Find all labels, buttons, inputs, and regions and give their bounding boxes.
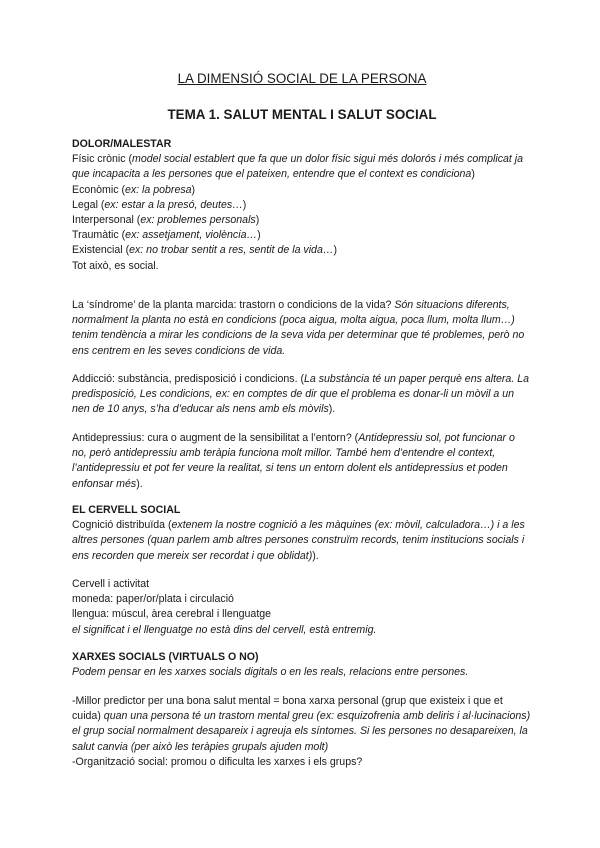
- item-label: Interpersonal (: [72, 214, 141, 227]
- paragraph-note: quan una persona té un trastorn mental greu (ex: esquizofrenia amb deliris i al·lucinacions) el grup social normalment desapareix i agreuja els síntomes. Si les persones no desapareixen, la salut canvia (per això les teràpies grupals ajuden molt): [72, 710, 531, 753]
- paragraph-text: -Millor predictor per una bona salut mental = bona xarxa personal (grup que existeix i que et cuida): [72, 695, 503, 723]
- section-heading: DOLOR/MALESTAR: [72, 138, 172, 150]
- paragraph-close: ).: [328, 403, 336, 416]
- item-label: Existencial (: [72, 244, 130, 257]
- paragraph-note: extenem la nostre cognició a les màquines (ex: mòvil, calculadora…) i a les altres persones (quan parlem amb altres persones construïm records, tenim institucions socials i ens recorden que mereix ser recordat i que oblidat): [72, 519, 525, 562]
- list-item: llengua: múscul, àrea cerebral i llenguatge: [72, 608, 272, 621]
- paragraph-note: Antidepressiu sol, pot funcionar o no, però antidepressiu amb teràpia funciona molt millor. També hem d’entendre el context, l’antidepressiu et pot fer veure la realitat, si tens un entorn dolent els antidepressius et poden enfonsar més: [72, 432, 515, 490]
- paragraph-text: Antidepressius: cura o augment de la sensibilitat a l’entorn? (: [72, 432, 359, 444]
- paragraph: [72, 665, 532, 680]
- section-heading: XARXES SOCIALS (VIRTUALS O NO): [72, 651, 259, 663]
- section-dolor-malestar: [72, 137, 532, 274]
- paragraph: [72, 694, 532, 755]
- item-label: Físic crònic (: [72, 153, 133, 166]
- list-item: [72, 623, 532, 638]
- list-item: [72, 183, 532, 198]
- item-label: Traumàtic (: [72, 229, 126, 242]
- paragraph-note: La substància té un paper perquè ens altera. La predisposició, Les condicions, ex: en comptes de dir que el problema es donar-li un mòvil a un nen de 10 anys, s’ha d’educar als nens amb els mòvils: [72, 373, 529, 416]
- item-note: ex: no trobar sentit a res, sentit de la vida…: [129, 244, 334, 257]
- paragraph-close: ).: [312, 549, 319, 562]
- item-label: Legal (: [72, 198, 105, 211]
- paragraph-planta: [72, 298, 532, 359]
- list-item: Cervell i activitat: [72, 578, 150, 590]
- list-item: [72, 228, 532, 243]
- paragraph-antidepressius: [72, 431, 532, 492]
- section-cervell-social: [72, 503, 532, 564]
- item-close: ): [191, 183, 196, 196]
- item-note: ex: estar a la presó, deutes…: [104, 198, 243, 211]
- paragraph: -Organització social: promou o dificulta les xarxes i els grups?: [72, 755, 363, 768]
- paragraph-note: Són situacions diferents, normalment la planta no està en condicions (poca aigua, molta aigua, poca llum, molta llum…) tenim tendència a mirar les condicions de la seva vida per determinar que té problemes, però no ens centrem en les seves condicions de vida.: [72, 299, 525, 357]
- section-xarxes-socials: [72, 650, 532, 680]
- list-item: [72, 243, 532, 258]
- item-close: ): [255, 214, 260, 227]
- list-item: [72, 213, 532, 228]
- item-note: ex: la pobresa: [124, 183, 192, 196]
- list-item: [72, 198, 532, 213]
- cervell-activitat-list: [72, 577, 532, 638]
- paragraph-note: Podem pensar en les xarxes socials digitals o en les reals, relacions entre persones.: [72, 666, 469, 679]
- item-close: ): [257, 229, 261, 242]
- section-heading: EL CERVELL SOCIAL: [72, 504, 181, 516]
- list-item-note: el significat i el llenguatge no està dins del cervell, està entremig.: [72, 623, 377, 636]
- item-note: model social establert que fa que un dolor físic sigui més dolorós i més complicat ja que incapacita a les persones que el pateixen, entendre que el context es condiciona: [72, 153, 524, 181]
- paragraph: Tot això, es social.: [72, 259, 159, 272]
- document-subtitle: TEMA 1. SALUT MENTAL I SALUT SOCIAL: [167, 107, 437, 122]
- item-close: ): [471, 168, 475, 181]
- list-item: moneda: paper/or/plata i circulació: [72, 593, 234, 606]
- list-item: [72, 152, 532, 182]
- paragraph-text: Cognició distribuïda (: [72, 519, 172, 532]
- document-title: LA DIMENSIÓ SOCIAL DE LA PERSONA: [177, 71, 427, 86]
- paragraph-addiccio: [72, 372, 532, 418]
- item-close: ): [242, 198, 247, 211]
- item-close: ): [333, 244, 337, 257]
- paragraph-close: ).: [136, 477, 143, 490]
- item-note: ex: problemes personals: [140, 214, 256, 227]
- paragraph-text: La ‘síndrome’ de la planta marcida: trastorn o condicions de la vida?: [72, 299, 395, 311]
- paragraph-text: Addicció: substància, predisposició i condicions. (: [72, 373, 305, 385]
- item-label: Econòmic (: [72, 183, 125, 196]
- xarxes-points: [72, 694, 532, 770]
- item-note: ex: assetjament, violència…: [125, 229, 258, 242]
